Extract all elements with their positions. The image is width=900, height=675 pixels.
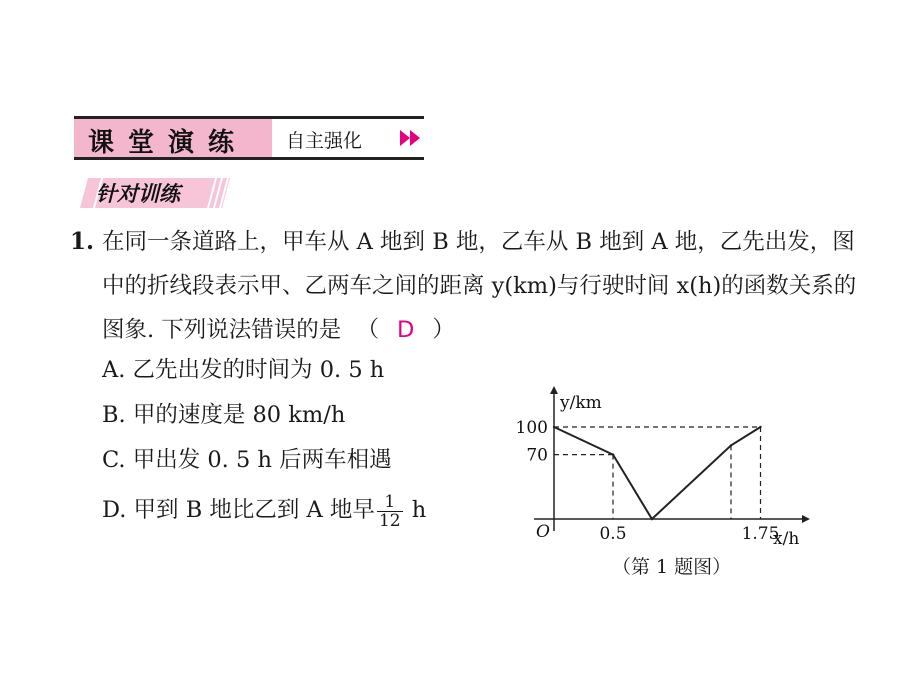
x-tick-label-1.75: 1.75 [741,524,780,544]
section-banner [74,116,424,160]
option-d-suffix: h [411,497,427,523]
option-d-prefix: D. 甲到 B 地比乙到 A 地早 [102,497,375,523]
question-text: 在同一条道路上，甲车从 A 地到 B 地，乙车从 B 地到 A 地，乙先出发，图中的折线段表示甲、乙两车之间的距离 y(km)与行驶时间 x(h)的函数关系的图象. 下列说法错误的是 [102,229,857,343]
fraction-numerator: 1 [377,493,403,512]
banner-subtitle: 自主强化 [286,130,363,152]
answer-paren-open: （ [356,317,379,343]
distance-time-chart [510,382,820,552]
answer-paren-close: ） [432,317,455,343]
question-text-block [102,220,862,352]
option-c: C. 甲出发 0. 5 h 后两车相遇 [102,447,392,473]
data-point-2 [651,518,653,520]
x-tick-label-0.5: 0.5 [599,524,627,544]
data-point-4 [759,426,761,428]
data-point-1 [612,453,614,455]
data-point-3 [730,444,732,446]
y-axis-label: y/km [560,393,602,413]
fraction-denominator: 12 [378,510,401,531]
option-a: A. 乙先出发的时间为 0. 5 h [102,357,385,383]
question-number: 1. [70,228,95,255]
y-axis-arrow-icon [550,386,558,394]
distance-line [554,427,761,519]
origin-label: O [536,522,550,542]
option-d-fraction [377,493,403,530]
practice-tag [80,177,232,209]
figure-caption: （第 1 题图） [612,556,732,578]
answer-value: D [396,317,415,343]
banner-subtitle-box [272,116,424,160]
option-d [102,492,426,530]
data-point-0 [553,426,555,428]
banner-title: 课堂演练 [88,128,249,158]
option-b: B. 甲的速度是 80 km/h [102,402,346,428]
y-tick-label-100: 100 [515,418,548,438]
banner-title-box [74,116,272,160]
double-arrow-icon [398,128,424,148]
y-tick-label-70: 70 [526,445,548,466]
x-axis-label: x/h [773,529,800,549]
x-axis-arrow-icon [802,515,810,523]
tag-label: 针对训练 [96,182,180,206]
